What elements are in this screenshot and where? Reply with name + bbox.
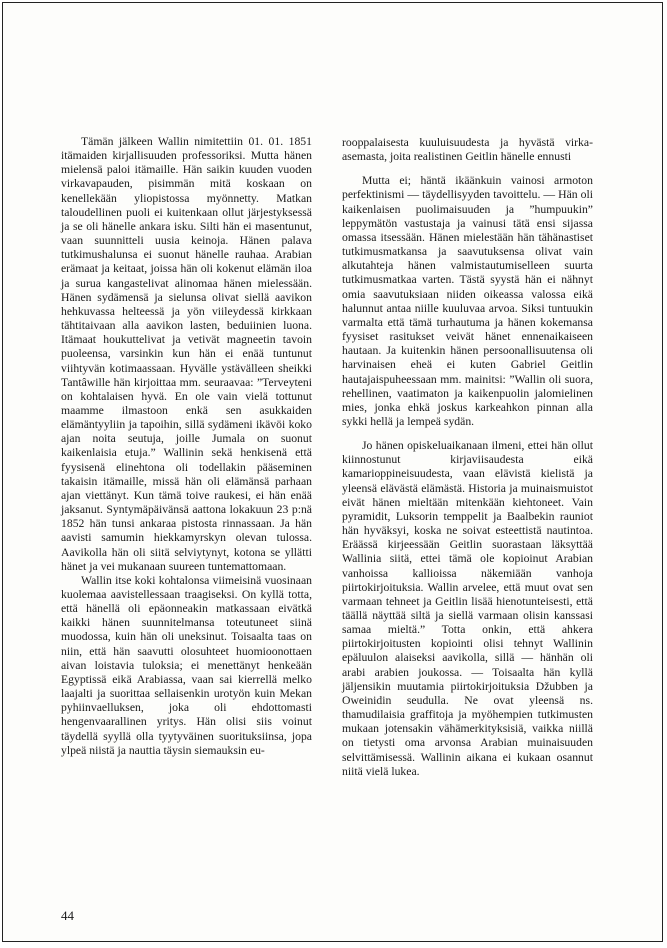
paragraph: Wallin itse koki kohtalonsa viimeisinä vuosinaan kuolemaa aavistellessaan traagiseksi. On kyllä totta, että hänellä oli epäonneakin matkassaan eivätkä kaikki hänen suunnitelmansa toteutuneet siinä muodossa, kuin hän oli uneksinut. Toisaalta taas on niin, että hän saavutti olosuhteet huomioonottaen aivan loistavia tuloksia; ei menettänyt henkeään Egyptissä eikä Arabiassa, vaan sai kierrellä melko laajalti ja suorittaa sellaisenkin urotyön kuin Mekan pyhiinvaelluksen, joka oli ehdottomasti hengenvaarallinen yritys. Hän olisi siis voinut täydellä syyllä olla tyytyväinen suorituksiinsa, jopa ylpeä niistä ja nauttia täysin siemauksin eu- xyxy=(61,573,312,757)
right-text-column xyxy=(342,136,593,779)
paragraph: Mutta ei; häntä ikäänkuin vainosi armoton perfektinismi — täydellisyyden tavoittelu. — Hän oli kaikenlaisen puolimaisuuden ja ”humpuukin” leppymätön vastustaja ja vainusi tätä ensi sijassa omassa itsessään. Hänen mielestään hän tähänastiset tutkimusmatkansa ja saavutuksensa olivat vain alkutahteja hänen valmistautumiselleen suurta tutkimusmatkaa varten. Tästä syystä hän ei nähnyt omia saavutuksiaan niiden oikeassa valossa eikä halunnut antaa niille kuuluvaa arvoa. Siksi tuntuukin varmalta että tämä turhautuma ja hänen kokemansa fyysiset rasitukset veivät hänet ennenaikaiseen hautaan. Ja kuitenkin hänen persoonallisuutensa oli harvinaisen eheä ei kuten Gabriel Geitlin hautajaispuheessaan mm. mainitsi: ”Wallin oli suora, rehellinen, vaatimaton ja kaikenpuolin jalomielinen mies, jonka ehkä joskus karkeahkon pinnan alla sykki hellä ja lempeä sydän. xyxy=(342,174,593,428)
page-number: 44 xyxy=(61,908,74,923)
paragraph: Tämän jälkeen Wallin nimitettiin 01. 01. 1851 itämaiden kirjallisuuden professoriksi. Mutta hänen mielensä paloi itämaille. Hän saikin kuuden vuoden virkavapauden, pisimmän mitä koskaan on kenellekään yliopistossa myönnetty. Matkan taloudellinen puoli ei kuitenkaan ollut järjestyksessä ja se oli hänelle ankara isku. Silti hän ei masentunut, vaan suunnitteli uusia keinoja. Hänen palava tutkimushalunsa ei suonut hänelle rauhaa. Arabian erämaat ja keitaat, joissa hän oli kokenut elämän iloa ja surua kangastelivat alinomaa hänen mielessään. Hänen sydämensä ja sielunsa olivat siellä aavikon hehkuvassa helteessä ja yön viileydessä kirkkaan tähtitaivaan alla aavikon lasten, beduiinien luona. Itämaat houkuttelivat ja vetivät magneetin tavoin puoleensa, varsinkin kun hän ei enää tuntunut viihtyvän kotimaassaan. Hyvälle ystävälleen sheikki Tantâwille hän kirjoittaa mm. seuraavaa: ”Terveyteni on kohtalaisen hyvä. En ole vain vielä tottunut maamme ilmastoon enkä sen asukkaiden elämäntyyliin ja tapoihin, sillä sydämeni ikävöi koko ajan noita seutuja, joille Jumala on suonut kaikenlaisia etuja.” Wallinin sekä henkisenä että fyysisenä elinehtona oli todellakin pääseminen takaisin itämaille, missä hän oli elämänsä parhaan ajan viettänyt. Kun tämä toive raukesi, ei hän enää jaksanut. Syntymäpäivänsä aattona lokakuun 23 p:nä 1852 hän tunsi ankaraa pistosta rinnassaan. Ja hän aavisti samumin hiekkamyrskyn olevan tulossa. Aavikolla hän oli siitä selviytynyt, kotona se yllätti hänet ja vei mukanaan suureen tuntemattomaan. xyxy=(61,135,312,573)
left-text-column xyxy=(61,135,312,758)
paragraph: rooppalaisesta kuuluisuudesta ja hyvästä virka-asemasta, joita realistinen Geitlin hänelle ennusti xyxy=(342,136,593,164)
paragraph: Jo hänen opiskeluaikanaan ilmeni, ettei hän ollut kiinnostunut kirjaviisaudesta eikä kamarioppineisuudesta, vaan elävistä kielistä ja yleensä elävästä elämästä. Historia ja muinaismuistot eivät hänen mieltään mitenkään kiehtoneet. Vain pyramidit, Luksorin temppelit ja Baalbekin rauniot hän hyväksyi, koska ne soivat esteettistä nautintoa. Eräässä kirjeessään Geitlin suorastaan läksyttää Walliniа siitä, ettei tämä ole kopioinut Arabian vanhoissa kallioissa näkemiään vanhoja piirtokirjoituksia. Wallin arvelee, että muut ovat sen varmaan tehneet ja Geitlin lisää hienotunteisesti, että täällä näyttää siltä ja siellä varmaan olisin kanssasi samaa mieltä.” Totta onkin, että ahkera piirtokirjoitusten kopiointi olisi tehnyt Wallinin epäluulon alaiseksi aavikolla, sillä — hänhän oli arabi arabien joukossa. — Toisaalta hän kyllä jäljensikin muutamia piirtokirjoituksia Džubben ja Oweinidin seudulla. Ne ovat yleensä ns. thamudilaisia graffitoja ja myöhempien tutkimusten mukaan jotensakin vähämerkityksisiä, vaikka niillä on tietysti oma arvonsa Arabian muinaisuuden selvittämisessä. Wallinin aikana ei kukaan osannut niitä vielä lukea. xyxy=(342,439,593,778)
document-page xyxy=(2,2,663,942)
